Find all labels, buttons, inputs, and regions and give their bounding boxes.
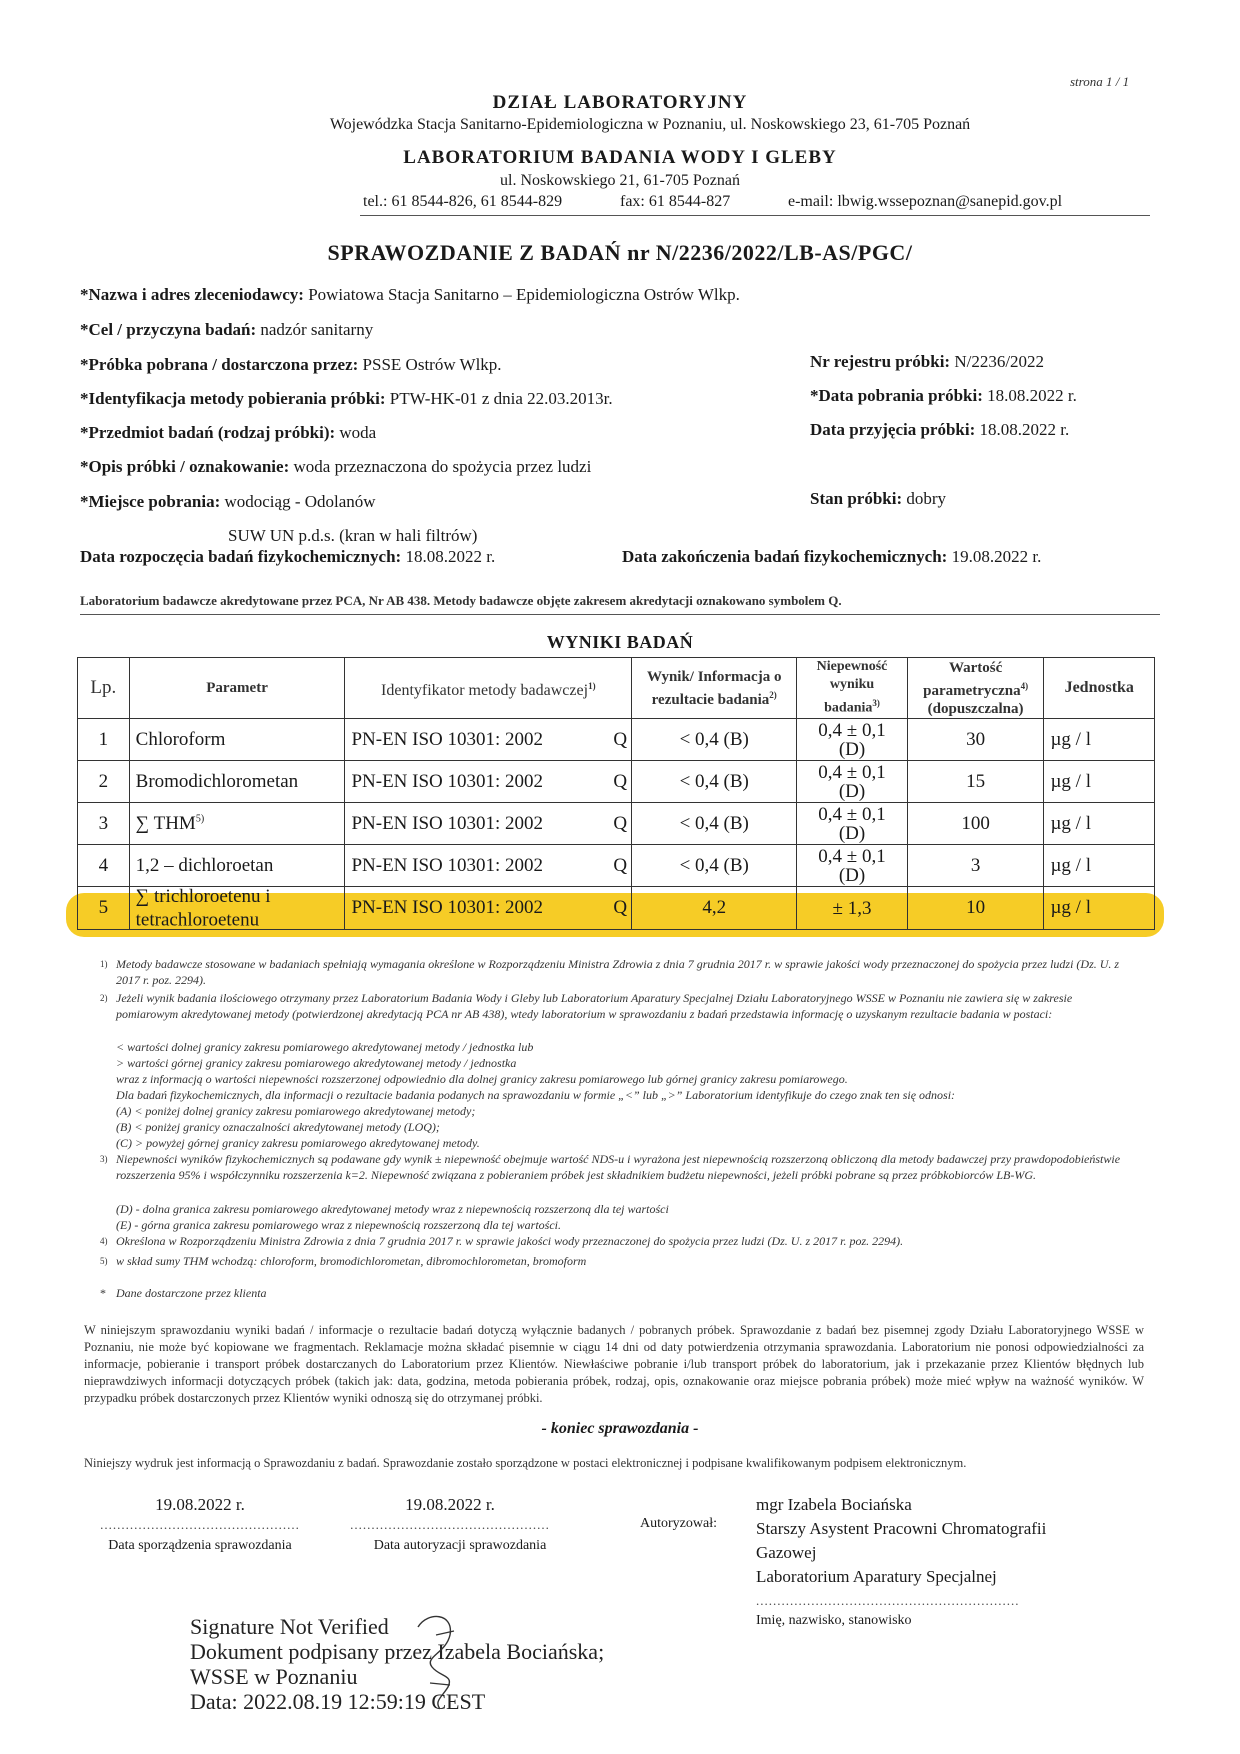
row-result: 4,2 — [632, 887, 797, 930]
header-uncertainty-sup: 3) — [872, 698, 880, 709]
footnote-marker: 5) — [100, 1256, 108, 1266]
row-q-mark: Q — [607, 719, 632, 761]
authorizer-position-2: Gazowej — [756, 1543, 817, 1562]
table-row — [78, 761, 1155, 803]
row-q-mark: Q — [607, 887, 632, 930]
row-uncertainty-note: (D) — [838, 780, 866, 802]
header-value-sup: 4) — [1020, 680, 1029, 691]
footnote-marker: 2) — [100, 993, 108, 1003]
footnote-marker: 4) — [100, 1236, 108, 1246]
row-unit: µg / l — [1044, 719, 1155, 761]
footnote-3b — [80, 1217, 1130, 1233]
row-unit: µg / l — [1044, 803, 1155, 845]
method-label: *Identyfikacja metody pobierania próbki: — [80, 389, 386, 408]
header-method-sup: 1) — [588, 680, 596, 691]
row-method: PN-EN ISO 10301: 2002 — [345, 887, 607, 930]
receipt-date-field — [810, 420, 1069, 440]
header-value-sub: (dopuszczalna) — [927, 700, 1024, 717]
lab-phone: tel.: 61 8544-826, 61 8544-829 — [363, 193, 563, 210]
table-row — [78, 803, 1155, 845]
page-number: strona 1 / 1 — [1070, 74, 1130, 89]
end-date-label: Data zakończenia badań fizykochemicznych: — [622, 547, 948, 566]
row-value: 3 — [907, 845, 1044, 887]
report-title: SPRAWOZDANIE Z BADAŃ nr N/2236/2022/LB-AS/PGC/ — [327, 240, 913, 265]
subject-label: *Przedmiot badań (rodzaj próbki): — [80, 423, 336, 442]
report-date-label: Data sporządzenia sprawozdania — [108, 1538, 292, 1553]
place-label: *Miejsce pobrania: — [80, 492, 221, 511]
row-lp: 5 — [78, 887, 130, 930]
row-param — [129, 719, 345, 761]
authorizer-position-3: Laboratorium Aparatury Specjalnej — [756, 1567, 997, 1586]
end-date-field — [622, 547, 1041, 567]
footnote-text: (A) < poniżej dolnej granicy zakresu pomiarowego akredytowanej metody; — [116, 1104, 476, 1118]
row-uncertainty-value: 0,4 ± 0,1 — [818, 803, 886, 825]
footnote-2e — [80, 1103, 1130, 1119]
row-param — [129, 887, 345, 930]
row-method: PN-EN ISO 10301: 2002 — [345, 761, 607, 803]
row-uncertainty-value: ± 1,3 — [832, 897, 872, 919]
report-date-dots: ............................................... — [100, 1517, 300, 1532]
row-result: < 0,4 (B) — [632, 803, 797, 845]
footnote-text: Niepewności wyników fizykochemicznych są podawane gdy wynik ± niepewność obejmuje wartość NDS-u i wyrażona jest niepewnością rozszerzoną obliczoną dla metody badawczej przy prawdopodobieństwie rozszerzenia 95% i współczynniku rozszerzenia k=2. Niepewność związana z pobieraniem próbek jest składnikiem budżetu niepewności, jeżeli próbki pobrane są przez próbkobiorców LB-WG. — [116, 1152, 1121, 1182]
lab-fax: fax: 61 8544-827 — [620, 193, 731, 210]
row-value: 15 — [907, 761, 1044, 803]
lab-email: e-mail: lbwig.wssepoznan@sanepid.gov.pl — [788, 193, 1063, 210]
registry-field — [810, 352, 1044, 372]
footnote-2c — [80, 1071, 1130, 1087]
header-result — [632, 658, 797, 719]
row-uncertainty-value: 0,4 ± 0,1 — [818, 761, 886, 783]
row-param — [129, 845, 345, 887]
row-uncertainty — [797, 719, 907, 761]
authorizer-label: Imię, nazwisko, stanowisko — [756, 1613, 912, 1628]
method-value: PTW-HK-01 z dnia 22.03.2013r. — [389, 389, 613, 408]
header-value-text: Wartość parametryczna — [923, 659, 1021, 699]
header-uncertainty-text: Niepewność wyniku badania — [816, 659, 888, 716]
row-param-text: Bromodichlorometan — [135, 770, 299, 792]
authorized-label: Autoryzował: — [640, 1516, 717, 1531]
footnote-5 — [80, 1253, 1130, 1269]
row-uncertainty-note: (D) — [838, 864, 866, 886]
row-param-text: ∑ trichloroetenu i tetrachloroetenu — [135, 886, 271, 931]
footnote-marker: * — [100, 1286, 106, 1300]
row-lp: 1 — [78, 719, 130, 761]
row-uncertainty — [797, 803, 907, 845]
footnote-text: wraz z informacją o wartości niepewności rozszerzonej odpowiednio dla dolnej granicy zakresu pomiarowego lub górnej granicy zakresu pomiarowego. — [116, 1072, 848, 1086]
row-unit: µg / l — [1044, 761, 1155, 803]
electronic-note: Niniejszy wydruk jest informacją o Sprawozdaniu z badań. Sprawozdanie zostało sporządzone w postaci elektronicznej i podpisane kwalifikowanym podpisem elektronicznym. — [84, 1456, 967, 1470]
footnote-text: Jeżeli wynik badania ilościowego otrzymany przez Laboratorium Badania Wody i Gleby lub Laboratorium Aparatury Specjalnej Działu Laboratoryjnego WSSE w Poznaniu nie zawiera się w zakresie pomiarowym akredytowanej metody (potwierdzonej akredytacją PCA nr AB 438), wtedy laboratorium w sprawozdaniu z badań przedstawia informację o uzyskanym rezultacie badania w postaci: — [116, 991, 1073, 1021]
row-q-mark: Q — [607, 845, 632, 887]
header-divider — [360, 215, 1150, 216]
authorization-date: 19.08.2022 r. — [405, 1495, 495, 1514]
signature-signer: Dokument podpisany przez Izabela Bociańska; — [190, 1639, 605, 1664]
footnote-2f — [80, 1119, 1130, 1135]
sampling-date-field — [810, 386, 1077, 406]
purpose-label: *Cel / przyczyna badań: — [80, 320, 257, 339]
purpose-field — [80, 320, 373, 340]
row-method: PN-EN ISO 10301: 2002 — [345, 719, 607, 761]
footnote-text: Metody badawcze stosowane w badaniach spełniają wymagania określone w Rozporządzeniu Ministra Zdrowia z dnia 7 grudnia 2017 r. w sprawie jakości wody przeznaczonej do spożycia przez ludzi (Dz. U. z 2017 r. poz. 2294). — [116, 957, 1120, 987]
authorizer-name: mgr Izabela Bociańska — [756, 1495, 912, 1514]
row-lp: 4 — [78, 845, 130, 887]
results-table — [77, 657, 1155, 930]
row-param-sup: 5) — [195, 813, 205, 825]
row-uncertainty — [797, 845, 907, 887]
row-uncertainty-value: 0,4 ± 0,1 — [818, 845, 886, 867]
signature-squiggle — [410, 1605, 470, 1715]
footnote-text: > wartości górnej granicy zakresu pomiarowego akredytowanej metody / jednostka — [116, 1056, 517, 1070]
footnote-text: (E) - górna granica zakresu pomiarowego wraz z niepewnością rozszerzoną dla tej wartości. — [116, 1218, 561, 1232]
purpose-value: nadzór sanitarny — [260, 320, 374, 339]
end-date-value: 19.08.2022 r. — [951, 547, 1042, 566]
footnote-marker: 3) — [100, 1154, 108, 1164]
row-uncertainty — [797, 887, 907, 930]
receipt-date-label: Data przyjęcia próbki: — [810, 420, 976, 439]
row-lp: 2 — [78, 761, 130, 803]
row-q-mark: Q — [607, 761, 632, 803]
registry-value: N/2236/2022 — [954, 352, 1045, 371]
station-address: Wojewódzka Stacja Sanitarno-Epidemiologiczna w Poznaniu, ul. Noskowskiego 23, 61-705 Poznań — [329, 116, 971, 133]
description-field — [80, 457, 591, 477]
row-uncertainty — [797, 761, 907, 803]
dept-title: DZIAŁ LABORATORYJNY — [492, 92, 748, 113]
row-result: < 0,4 (B) — [632, 719, 797, 761]
table-header-row — [78, 658, 1155, 719]
row-param-text: ∑ THM — [135, 812, 196, 834]
end-of-report: - koniec sprawozdania - — [541, 1420, 699, 1437]
footnote-text: Dla badań fizykochemicznych, dla informacji o rezultacie badania podanych na sprawozdaniu w formie „<” lub „>” Laboratorium identyfikuje do czego znak ten się odnosi: — [116, 1088, 956, 1102]
row-unit: µg / l — [1044, 845, 1155, 887]
place-field — [80, 492, 376, 512]
row-value: 30 — [907, 719, 1044, 761]
row-param-text: 1,2 – dichloroetan — [135, 854, 274, 876]
description-label: *Opis próbki / oznakowanie: — [80, 457, 290, 476]
subject-value: woda — [339, 423, 377, 442]
sampled-by-value: PSSE Ostrów Wlkp. — [362, 355, 502, 374]
footnote-2g — [80, 1135, 1130, 1151]
footnote-text: Dane dostarczone przez klienta — [116, 1286, 267, 1300]
lab-title: LABORATORIUM BADANIA WODY I GLEBY — [403, 147, 837, 168]
sampled-by-field — [80, 355, 502, 375]
footnote-text: (D) - dolna granica zakresu pomiarowego akredytowanej metody wraz z niepewnością rozszerzoną dla tej wartości — [116, 1202, 669, 1216]
footnote-3 — [80, 1151, 1130, 1183]
sample-state-field — [810, 489, 946, 509]
footnote-2 — [80, 990, 1130, 1022]
footnote-text: < wartości dolnej granicy zakresu pomiarowego akredytowanej metody / jednostka lub — [116, 1040, 534, 1054]
row-uncertainty-value: 0,4 ± 0,1 — [818, 719, 886, 741]
row-uncertainty-note: (D) — [838, 822, 866, 844]
registry-label: Nr rejestru próbki: — [810, 352, 951, 371]
row-uncertainty-note: (D) — [838, 738, 866, 760]
footnote-marker: 1) — [100, 959, 108, 969]
sample-state-value: dobry — [906, 489, 947, 508]
place-value: wodociąg - Odolanów — [224, 492, 376, 511]
footnote-2b — [80, 1055, 1130, 1071]
table-row — [78, 887, 1155, 930]
receipt-date-value: 18.08.2022 r. — [979, 420, 1070, 439]
footnote-text: (B) < poniżej granicy oznaczalności akredytowanej metody (LOQ); — [116, 1120, 440, 1134]
row-method: PN-EN ISO 10301: 2002 — [345, 845, 607, 887]
row-param — [129, 761, 345, 803]
sampling-date-value: 18.08.2022 r. — [987, 386, 1077, 405]
signature-stamp — [190, 1614, 604, 1714]
footnote-client-data — [80, 1285, 1130, 1301]
results-title: WYNIKI BADAŃ — [546, 632, 694, 652]
row-param-text: Chloroform — [135, 728, 226, 750]
lab-address: ul. Noskowskiego 21, 61-705 Poznań — [500, 172, 740, 189]
sampling-date-label: *Data pobrania próbki: — [810, 386, 983, 405]
signature-org: WSSE w Poznaniu — [190, 1664, 358, 1689]
header-method-text: Identyfikator metody badawczej — [381, 681, 589, 699]
header-result-text: Wynik/ Informacja o rezultacie badania — [647, 668, 782, 708]
footnote-4 — [80, 1233, 1130, 1249]
start-date-field — [80, 547, 495, 567]
row-value: 10 — [907, 887, 1044, 930]
footnote-text: (C) > powyżej górnej granicy zakresu pomiarowego akredytowanej metody. — [116, 1136, 480, 1150]
row-unit: µg / l — [1044, 887, 1155, 930]
header-param: Parametr — [129, 658, 345, 719]
start-date-value: 18.08.2022 r. — [405, 547, 496, 566]
client-label: *Nazwa i adres zleceniodawcy: — [80, 285, 304, 304]
row-result: < 0,4 (B) — [632, 845, 797, 887]
authorizer-position-1: Starszy Asystent Pracowni Chromatografii — [756, 1519, 1047, 1538]
row-q-mark: Q — [607, 803, 632, 845]
client-value: Powiatowa Stacja Sanitarno – Epidemiologiczna Ostrów Wlkp. — [308, 285, 740, 304]
sampled-by-label: *Próbka pobrana / dostarczona przez: — [80, 355, 359, 374]
footnote-2d — [80, 1087, 1130, 1103]
authorization-date-label: Data autoryzacji sprawozdania — [373, 1538, 547, 1553]
header-value — [907, 658, 1044, 719]
place-value-detail: SUW UN p.d.s. (kran w hali filtrów) — [228, 526, 478, 545]
accreditation-note: Laboratorium badawcze akredytowane przez PCA, Nr AB 438. Metody badawcze objęte zakresem akredytacji oznakowano symbolem Q. — [80, 593, 842, 608]
footnote-text: w skład sumy THM wchodzą: chloroform, bromodichlorometan, dibromochlorometan, bromoform — [116, 1254, 587, 1268]
table-row — [78, 719, 1155, 761]
row-param — [129, 803, 345, 845]
sample-state-label: Stan próbki: — [810, 489, 903, 508]
legal-notice: W niniejszym sprawozdaniu wyniki badań / informacje o rezultacie badań dotyczą wyłącznie badanych / pobranych próbek. Sprawozdanie z badań bez pisemnej zgody Działu Laboratoryjnego WSSE w Poznaniu, nie może być kopiowane we fragmentach. Reklamacje można składać pisemnie w ciągu 14 dni od daty potwierdzenia otrzymania sprawozdania. Laboratorium nie ponosi odpowiedzialności za informacje, pobieranie i transport próbek dostarczanych do Laboratorium przez Klientów. Niewłaściwe pobranie i/lub transport próbek do laboratorium, jak i przekazanie przez Klientów błędnych lub nieprawdziwych informacji dotyczących próbek (takich jak: data, godzina, metoda pobierania próbek, rodzaj, opis, oznakowanie oraz miejsce pobrania próbek) może mieć wpływ na ważność wyników. W przypadku próbek dostarczonych przez Klientów wyniki odnoszą się do otrzymanej próbki. — [84, 1323, 1144, 1405]
table-row — [78, 845, 1155, 887]
authorization-date-dots: ............................................... — [350, 1517, 550, 1532]
start-date-label: Data rozpoczęcia badań fizykochemicznych: — [80, 547, 402, 566]
accreditation-divider — [80, 614, 1160, 615]
client-field — [80, 285, 740, 305]
authorizer-dots: .............................................................. — [756, 1593, 1020, 1608]
footnote-3a — [80, 1201, 1130, 1217]
report-date: 19.08.2022 r. — [155, 1495, 245, 1514]
header-lp: Lp. — [78, 658, 130, 719]
footnote-1 — [80, 956, 1130, 990]
row-result: < 0,4 (B) — [632, 761, 797, 803]
footnote-2a — [80, 1039, 1130, 1055]
header-result-sup: 2) — [769, 689, 777, 700]
header-uncertainty — [797, 658, 907, 719]
method-field — [80, 389, 613, 409]
row-value: 100 — [907, 803, 1044, 845]
subject-field — [80, 423, 376, 443]
signature-status: Signature Not Verified — [190, 1614, 389, 1639]
row-lp: 3 — [78, 803, 130, 845]
footnote-text: Określona w Rozporządzeniu Ministra Zdrowia z dnia 7 grudnia 2017 r. w sprawie jakości wody przeznaczonej do spożycia przez ludzi (Dz. U. z 2017 r. poz. 2294). — [116, 1234, 904, 1248]
row-method: PN-EN ISO 10301: 2002 — [345, 803, 607, 845]
signature-date: Data: 2022.08.19 12:59:19 CEST — [190, 1689, 486, 1714]
header-unit: Jednostka — [1044, 658, 1155, 719]
header-method — [345, 658, 632, 719]
description-value: woda przeznaczona do spożycia przez ludzi — [293, 457, 592, 476]
